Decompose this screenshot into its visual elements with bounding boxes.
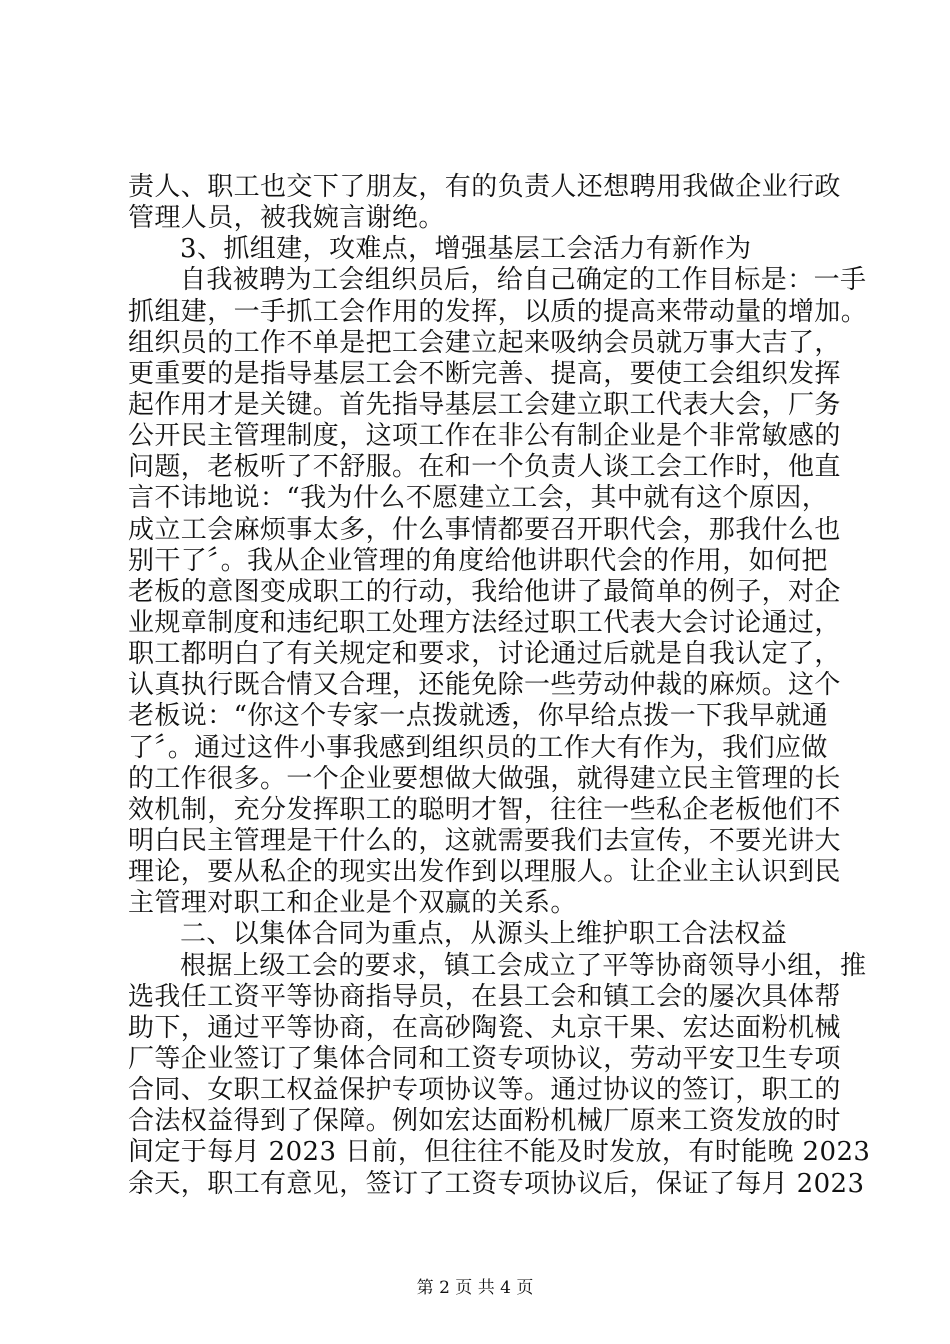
text-line: 抓组建，一手抓工会作用的发挥，以质的提高来带动量的增加。 bbox=[128, 296, 868, 327]
text-line: 老板说：“你这个专家一点拨就透，你早给点拨一下我早就通 bbox=[128, 701, 829, 732]
text-line: 更重要的是指导基层工会不断完善、提高，要使工会组织发挥 bbox=[128, 358, 841, 389]
text-line: 言不讳地说：“我为什么不愿建立工会，其中就有这个原因， bbox=[128, 483, 829, 514]
text-line: 责人、职工也交下了朋友，有的负责人还想聘用我做企业行政 bbox=[128, 172, 841, 202]
text-line: 认真执行既合情又合理，还能免除一些劳动仲裁的麻烦。这个 bbox=[128, 670, 841, 701]
paragraph-start-line: 自我被聘为工会组织员后，给自己确定的工作目标是：一手 bbox=[180, 265, 867, 296]
text-line: 合法权益得到了保障。例如宏达面粉机械厂原来工资发放的时 bbox=[128, 1106, 841, 1137]
text-line: 公开民主管理制度，这项工作在非公有制企业是个非常敏感的 bbox=[128, 421, 841, 452]
text-line: 别干了〞。我从企业管理的角度给他讲职代会的作用，如何把 bbox=[128, 545, 828, 576]
text-line: 业规章制度和违纪职工处理方法经过职工代表大会讨论通过， bbox=[128, 607, 841, 638]
text-line: 厂等企业签订了集体合同和工资专项协议，劳动平安卫生专项 bbox=[128, 1043, 841, 1074]
body-text bbox=[128, 172, 871, 1200]
text-line: 效机制，充分发挥职工的聪明才智，往往一些私企老板他们不 bbox=[128, 794, 841, 825]
paragraph-start-line: 根据上级工会的要求，镇工会成立了平等协商领导小组，推 bbox=[180, 950, 867, 981]
text-line: 的工作很多。一个企业要想做大做强，就得建立民主管理的长 bbox=[128, 763, 841, 794]
text-line: 成立工会麻烦事太多，什么事情都要召开职代会，那我什么也 bbox=[128, 514, 841, 545]
text-line: 余天，职工有意见，签订了工资专项协议后，保证了每月 2023 bbox=[128, 1168, 865, 1199]
section-heading: 3、抓组建，攻难点，增强基层工会活力有新作为 bbox=[180, 234, 752, 265]
text-line: 理论，要从私企的现实出发作到以理服人。让企业主认识到民 bbox=[128, 857, 841, 888]
text-line: 职工都明白了有关规定和要求，讨论通过后就是自我认定了， bbox=[128, 639, 841, 670]
text-line: 助下，通过平等协商，在高砂陶瓷、丸京干果、宏达面粉机械 bbox=[128, 1012, 841, 1043]
text-line: 选我任工资平等协商指导员，在县工会和镇工会的屡次具体帮 bbox=[128, 981, 841, 1012]
text-line: 了〞。通过这件小事我感到组织员的工作大有作为，我们应做 bbox=[128, 732, 828, 763]
text-line: 老板的意图变成职工的行动，我给他讲了最简单的例子，对企 bbox=[128, 576, 841, 607]
text-line: 明白民主管理是干什么的，这就需要我们去宣传，不要光讲大 bbox=[128, 825, 841, 856]
section-heading: 二、以集体合同为重点，从源头上维护职工合法权益 bbox=[180, 919, 788, 950]
text-line: 起作用才是关键。首先指导基层工会建立职工代表大会，厂务 bbox=[128, 389, 841, 420]
text-line: 间定于每月 2023 日前，但往往不能及时发放，有时能晚 2023 bbox=[128, 1137, 871, 1168]
text-line: 问题，老板听了不舒服。在和一个负责人谈工会工作时，他直 bbox=[128, 452, 841, 483]
text-line: 管理人员，被我婉言谢绝。 bbox=[128, 203, 445, 234]
text-line: 合同、女职工权益保护专项协议等。通过协议的签订，职工的 bbox=[128, 1075, 841, 1106]
text-line: 组织员的工作不单是把工会建立起来吸纳会员就万事大吉了， bbox=[128, 327, 841, 358]
page-number-footer: 第 2 页 共 4 页 bbox=[416, 1278, 534, 1298]
text-line: 主管理对职工和企业是个双赢的关系。 bbox=[128, 888, 577, 919]
